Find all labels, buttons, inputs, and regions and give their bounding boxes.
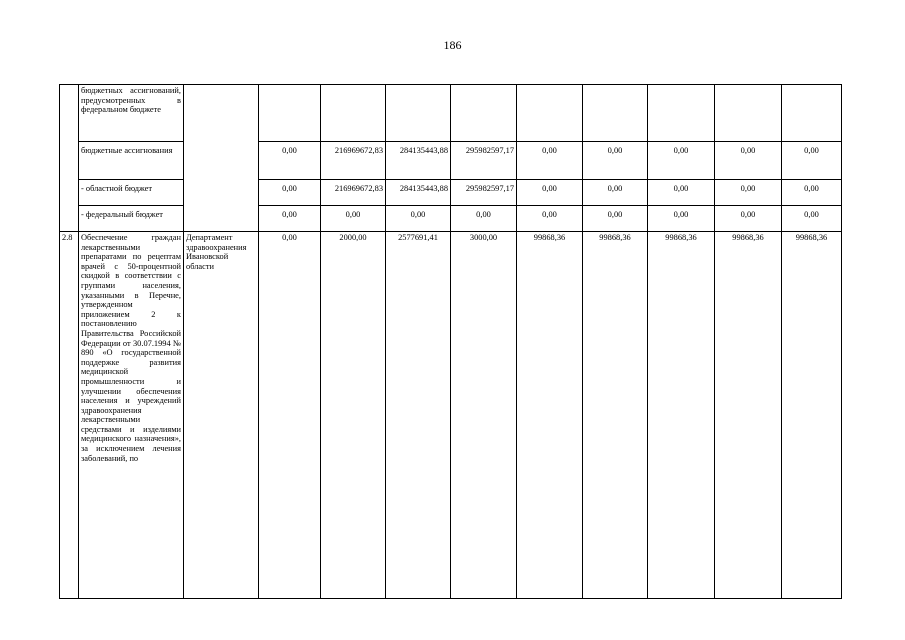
executor-cell — [184, 85, 259, 142]
value-cell — [517, 85, 583, 142]
value-cell — [583, 85, 648, 142]
value-cell: 284135443,88 — [386, 142, 451, 180]
executor-cell — [184, 180, 259, 206]
value-cell: 0,00 — [259, 206, 321, 232]
value-cell: 0,00 — [259, 142, 321, 180]
value-cell: 0,00 — [782, 180, 842, 206]
value-cell: 216969672,83 — [321, 142, 386, 180]
value-cell: 295982597,17 — [451, 180, 517, 206]
value-cell: 99868,36 — [517, 232, 583, 599]
executor-cell — [184, 142, 259, 180]
value-cell: 2577691,41 — [386, 232, 451, 599]
value-cell: 0,00 — [259, 232, 321, 599]
row-label: бюджетных ассигнований, предусмотренных в федеральном бюджете — [79, 85, 184, 142]
table-row — [60, 142, 842, 180]
value-cell — [259, 85, 321, 142]
value-cell — [715, 85, 782, 142]
value-cell: 99868,36 — [648, 232, 715, 599]
value-cell: 0,00 — [715, 142, 782, 180]
value-cell: 99868,36 — [782, 232, 842, 599]
value-cell: 99868,36 — [583, 232, 648, 599]
table-row — [60, 206, 842, 232]
row-number-cell — [60, 142, 79, 180]
row-label: - областной бюджет — [79, 180, 184, 206]
value-cell — [648, 85, 715, 142]
value-cell — [782, 85, 842, 142]
value-cell: 295982597,17 — [451, 142, 517, 180]
value-cell: 0,00 — [583, 206, 648, 232]
value-cell: 0,00 — [451, 206, 517, 232]
value-cell: 0,00 — [648, 180, 715, 206]
row-label: бюджетные ассигнования — [79, 142, 184, 180]
value-cell: 0,00 — [583, 142, 648, 180]
value-cell: 0,00 — [321, 206, 386, 232]
value-cell — [386, 85, 451, 142]
value-cell: 284135443,88 — [386, 180, 451, 206]
value-cell: 2000,00 — [321, 232, 386, 599]
table-row — [60, 85, 842, 142]
table-row — [60, 232, 842, 599]
value-cell: 0,00 — [782, 206, 842, 232]
value-cell: 0,00 — [517, 142, 583, 180]
item-number: 2.8 — [60, 232, 79, 599]
row-number-cell — [60, 180, 79, 206]
value-cell: 216969672,83 — [321, 180, 386, 206]
value-cell: 0,00 — [715, 206, 782, 232]
value-cell: 0,00 — [648, 206, 715, 232]
value-cell: 3000,00 — [451, 232, 517, 599]
value-cell: 0,00 — [517, 180, 583, 206]
row-number-cell — [60, 85, 79, 142]
value-cell — [321, 85, 386, 142]
value-cell: 0,00 — [583, 180, 648, 206]
table-row — [60, 180, 842, 206]
page-number: 186 — [443, 38, 462, 52]
value-cell: 0,00 — [648, 142, 715, 180]
value-cell: 0,00 — [517, 206, 583, 232]
row-number-cell — [60, 206, 79, 232]
value-cell: 99868,36 — [715, 232, 782, 599]
row-label: - федеральный бюджет — [79, 206, 184, 232]
item-description: Обеспечение граждан лекарственными препаратами по рецептам врачей с 50-процентной скидкой в соответствии с группами населения, указанными в Перечне, утвержденном приложением 2 к постановлению Правительства Российской Федерации от 30.07.1994 № 890 «О государственной поддержке развития медицинской промышленности и улучшении обеспечения населения и учреждений здравоохранения лекарственными средствами и изделиями медицинского назначения», за исключением лечения заболеваний, по — [79, 232, 184, 599]
value-cell: 0,00 — [782, 142, 842, 180]
value-cell: 0,00 — [386, 206, 451, 232]
value-cell: 0,00 — [259, 180, 321, 206]
item-executor: Департамент здравоохранения Ивановской области — [184, 232, 259, 599]
value-cell: 0,00 — [715, 180, 782, 206]
budget-table — [59, 84, 842, 599]
value-cell — [451, 85, 517, 142]
executor-cell — [184, 206, 259, 232]
